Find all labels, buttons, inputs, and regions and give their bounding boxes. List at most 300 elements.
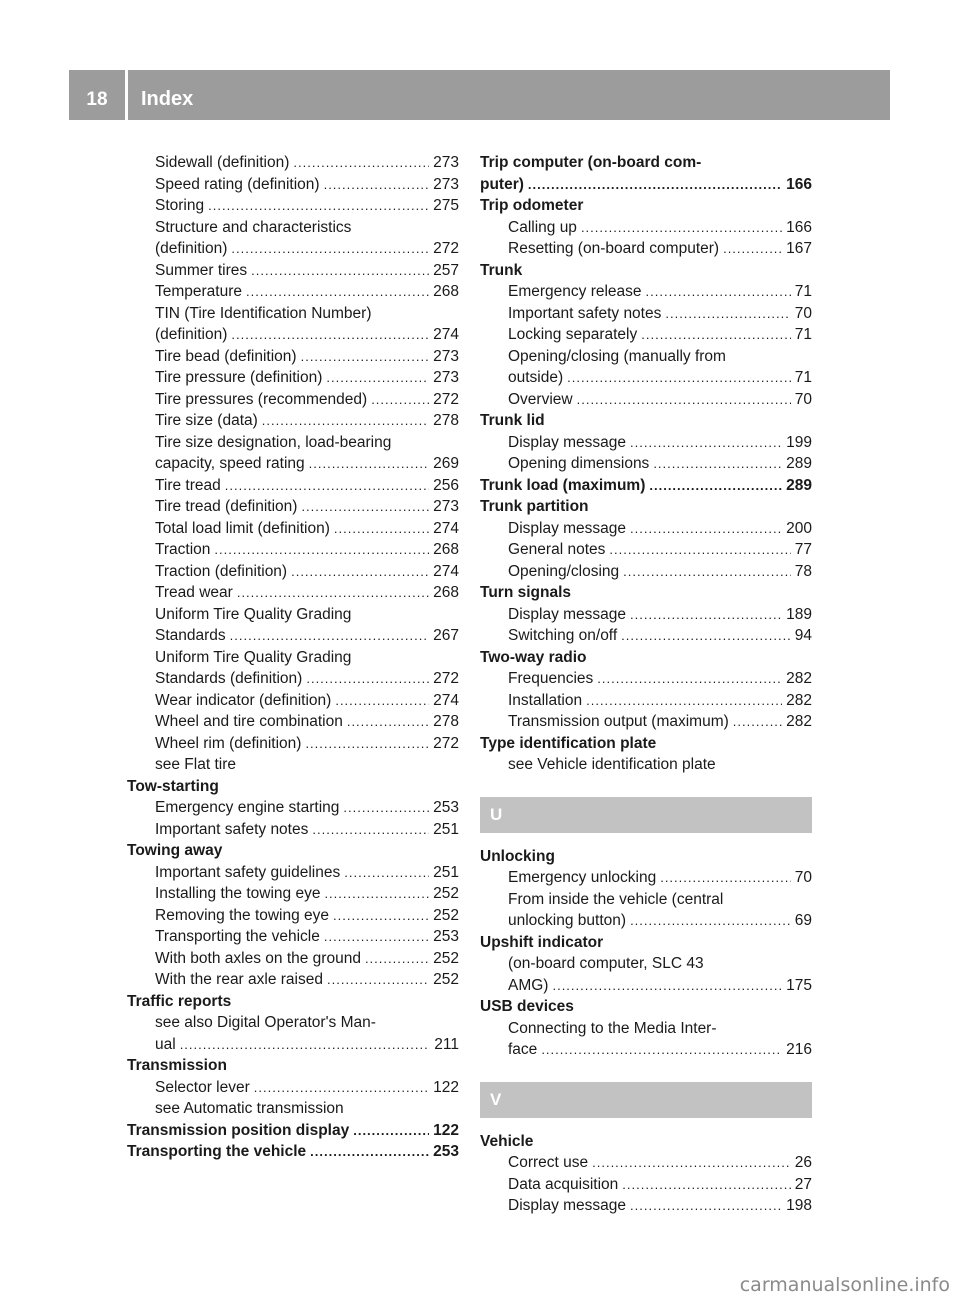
leader-dots xyxy=(649,475,782,497)
entry-text: Installing the towing eye xyxy=(155,885,321,902)
index-subentry[interactable] xyxy=(480,1174,812,1196)
leader-dots xyxy=(665,303,790,325)
leader-dots xyxy=(326,367,429,389)
entry-text: Trunk load (maximum) xyxy=(480,476,646,494)
page-reference: 251 xyxy=(433,820,459,838)
index-subentry[interactable] xyxy=(127,690,459,712)
index-heading xyxy=(480,152,812,174)
entry-text: Opening dimensions xyxy=(508,455,650,472)
leader-dots xyxy=(334,518,429,540)
index-subentry[interactable] xyxy=(480,303,812,325)
index-subentry[interactable] xyxy=(127,518,459,540)
page-reference: 175 xyxy=(786,976,812,994)
page-reference: 70 xyxy=(794,304,812,322)
index-subentry xyxy=(480,889,812,911)
leader-dots xyxy=(324,926,429,948)
leader-dots xyxy=(327,969,429,991)
leader-dots xyxy=(581,217,782,239)
entry-text: Trunk lid xyxy=(480,412,545,429)
leader-dots xyxy=(622,1174,790,1196)
leader-dots xyxy=(621,625,791,647)
index-subentry[interactable] xyxy=(480,281,812,303)
leader-dots xyxy=(541,1039,782,1061)
entry-text: Uniform Tire Quality Grading xyxy=(155,605,352,623)
entry-text: Important safety notes xyxy=(155,820,309,838)
entry-text: Emergency release xyxy=(508,283,642,300)
page-reference: 274 xyxy=(433,519,459,537)
entry-text: Tread wear xyxy=(155,584,233,601)
entry-text: Selector lever xyxy=(155,1078,250,1096)
index-heading xyxy=(480,260,812,282)
entry-text: USB devices xyxy=(480,998,574,1015)
index-heading[interactable] xyxy=(480,174,812,196)
page-reference: 289 xyxy=(786,455,812,472)
index-subentry[interactable] xyxy=(480,1152,812,1174)
index-subentry xyxy=(127,754,459,776)
index-subentry[interactable] xyxy=(480,561,812,583)
index-subentry[interactable] xyxy=(127,797,459,819)
entry-text: Display message xyxy=(508,433,627,451)
index-subentry[interactable] xyxy=(127,1077,459,1099)
index-subentry[interactable] xyxy=(127,1034,459,1056)
index-heading xyxy=(480,846,812,868)
page-reference: 198 xyxy=(786,1197,812,1214)
index-heading xyxy=(127,1055,459,1077)
page-reference: 273 xyxy=(433,498,459,515)
index-subentry[interactable] xyxy=(480,518,812,540)
leader-dots xyxy=(623,561,791,583)
index-heading xyxy=(480,996,812,1018)
page-reference: 253 xyxy=(433,799,459,816)
leader-dots xyxy=(214,539,429,561)
entry-text: Trunk partition xyxy=(480,498,589,515)
page-reference: 252 xyxy=(433,885,459,902)
index-subentry[interactable] xyxy=(127,926,459,948)
leader-dots xyxy=(293,152,429,174)
leader-dots xyxy=(254,1077,429,1099)
index-subentry[interactable] xyxy=(127,174,459,196)
entry-text: Switching on/off xyxy=(508,627,618,644)
page-reference: 273 xyxy=(433,154,459,171)
leader-dots xyxy=(723,238,782,260)
index-subentry xyxy=(480,1018,812,1040)
page-reference: 272 xyxy=(433,240,459,257)
index-subentry[interactable] xyxy=(480,539,812,561)
entry-text: Traction (definition) xyxy=(155,562,288,580)
page-reference: 216 xyxy=(786,1041,812,1058)
entry-text: Traction xyxy=(155,541,211,558)
entry-text: Transmission xyxy=(127,1057,227,1074)
entry-text: Standards (definition) xyxy=(155,670,303,687)
entry-text: Storing xyxy=(155,197,205,214)
leader-dots xyxy=(653,453,782,475)
header-divider xyxy=(125,70,128,120)
leader-dots xyxy=(246,281,429,303)
entry-text: capacity, speed rating xyxy=(155,455,305,472)
leader-dots xyxy=(592,1152,791,1174)
index-subentry[interactable] xyxy=(480,910,812,932)
page-reference: 272 xyxy=(433,390,459,408)
entry-text: ual xyxy=(155,1035,176,1053)
page-reference: 94 xyxy=(794,627,812,644)
leader-dots xyxy=(609,539,790,561)
index-subentry[interactable] xyxy=(127,905,459,927)
page-reference: 71 xyxy=(794,369,812,386)
page-reference: 70 xyxy=(794,390,812,408)
leader-dots xyxy=(630,604,782,626)
leader-dots xyxy=(231,238,429,260)
index-subentry[interactable] xyxy=(480,1039,812,1061)
entry-text: Trip odometer xyxy=(480,197,584,214)
index-subentry[interactable] xyxy=(127,496,459,518)
page-reference: 273 xyxy=(433,347,459,365)
index-heading xyxy=(480,195,812,217)
entry-text: unlocking button) xyxy=(508,912,627,929)
page-reference: 251 xyxy=(433,863,459,881)
leader-dots xyxy=(347,711,429,733)
leader-dots xyxy=(528,174,782,196)
entry-text: Emergency engine starting xyxy=(155,799,340,816)
page-reference: 274 xyxy=(433,326,459,343)
entry-text: Display message xyxy=(508,1197,627,1214)
entry-text: Trunk xyxy=(480,261,523,279)
entry-text: Tire tread (definition) xyxy=(155,498,298,515)
index-heading xyxy=(127,776,459,798)
entry-text: Resetting (on-board computer) xyxy=(508,240,720,257)
index-subentry[interactable] xyxy=(127,819,459,841)
leader-dots xyxy=(312,819,429,841)
entry-text: Total load limit (definition) xyxy=(155,519,330,537)
index-subentry xyxy=(127,217,459,239)
index-subentry[interactable] xyxy=(127,733,459,755)
index-subentry[interactable] xyxy=(480,389,812,411)
leader-dots xyxy=(237,582,429,604)
entry-text: Two-way radio xyxy=(480,648,587,666)
leader-dots xyxy=(353,1120,429,1142)
page-number: 18 xyxy=(86,89,108,110)
watermark: carmanualsonline.info xyxy=(739,1274,950,1296)
page-reference: 273 xyxy=(433,369,459,386)
entry-text: Correct use xyxy=(508,1154,589,1171)
page-reference: 211 xyxy=(434,1035,459,1053)
index-subentry[interactable] xyxy=(127,260,459,282)
letter-section-header: V xyxy=(480,1082,812,1118)
index-subentry[interactable] xyxy=(480,711,812,733)
leader-dots xyxy=(630,1195,782,1217)
index-subentry[interactable] xyxy=(480,453,812,475)
entry-text: Frequencies xyxy=(508,670,594,687)
entry-text: face xyxy=(508,1041,538,1058)
page-reference: 267 xyxy=(433,627,459,644)
entry-text: With the rear axle raised xyxy=(155,971,323,988)
leader-dots xyxy=(733,711,782,733)
index-subentry[interactable] xyxy=(127,410,459,432)
index-heading xyxy=(127,840,459,862)
page-reference: 278 xyxy=(433,412,459,429)
index-heading xyxy=(480,582,812,604)
leader-dots xyxy=(291,561,429,583)
entry-text: Tow-starting xyxy=(127,777,219,795)
index-subentry xyxy=(127,1012,459,1034)
index-subentry[interactable] xyxy=(480,690,812,712)
index-subentry[interactable] xyxy=(127,883,459,905)
index-subentry[interactable] xyxy=(480,367,812,389)
leader-dots xyxy=(251,260,429,282)
page-reference: 27 xyxy=(794,1175,812,1193)
index-subentry xyxy=(127,1098,459,1120)
entry-text: Tire size (data) xyxy=(155,412,258,429)
leader-dots xyxy=(586,690,782,712)
entry-text: see also Digital Operator's Man- xyxy=(155,1014,376,1031)
index-subentry xyxy=(127,647,459,669)
entry-text: Calling up xyxy=(508,218,577,236)
entry-text: Display message xyxy=(508,519,627,537)
page-reference: 274 xyxy=(433,691,459,709)
index-subentry[interactable] xyxy=(480,867,812,889)
page-reference: 166 xyxy=(786,218,812,236)
entry-text: Trip computer (on-board com- xyxy=(480,154,702,171)
entry-text: Data acquisition xyxy=(508,1175,619,1193)
leader-dots xyxy=(225,475,429,497)
index-subentry xyxy=(127,303,459,325)
entry-text: see Flat tire xyxy=(155,756,236,773)
entry-text: General notes xyxy=(508,541,606,558)
page-reference: 69 xyxy=(794,912,812,929)
leader-dots xyxy=(630,432,782,454)
leader-dots xyxy=(301,346,430,368)
leader-dots xyxy=(324,883,429,905)
leader-dots xyxy=(552,975,782,997)
index-heading[interactable] xyxy=(480,475,812,497)
leader-dots xyxy=(335,690,429,712)
index-subentry[interactable] xyxy=(480,217,812,239)
index-heading xyxy=(480,733,812,755)
index-subentry xyxy=(480,754,812,776)
entry-text: Tire pressure (definition) xyxy=(155,369,323,386)
leader-dots xyxy=(208,195,429,217)
entry-text: Display message xyxy=(508,605,627,623)
index-subentry[interactable] xyxy=(127,582,459,604)
index-subentry[interactable] xyxy=(480,975,812,997)
page-reference: 167 xyxy=(786,240,812,257)
page-reference: 282 xyxy=(786,670,812,687)
index-subentry[interactable] xyxy=(127,281,459,303)
leader-dots xyxy=(343,797,429,819)
page-reference: 78 xyxy=(794,562,812,580)
letter-section-header: U xyxy=(480,797,812,833)
entry-text: Wheel rim (definition) xyxy=(155,734,302,752)
entry-text: Vehicle xyxy=(480,1132,534,1150)
entry-text: Opening/closing (manually from xyxy=(508,347,726,365)
index-subentry[interactable] xyxy=(127,475,459,497)
index-subentry[interactable] xyxy=(480,432,812,454)
index-subentry[interactable] xyxy=(480,238,812,260)
section-title: Index xyxy=(141,88,194,110)
index-subentry[interactable] xyxy=(127,948,459,970)
entry-text: Wear indicator (definition) xyxy=(155,691,332,709)
index-heading xyxy=(480,647,812,669)
index-subentry xyxy=(127,604,459,626)
entry-text: Tire size designation, load-bearing xyxy=(155,433,392,451)
entry-text: Unlocking xyxy=(480,847,555,865)
entry-text: Speed rating (definition) xyxy=(155,175,320,193)
entry-text: Tire pressures (recommended) xyxy=(155,390,368,408)
page-reference: 268 xyxy=(433,283,459,300)
entry-text: Opening/closing xyxy=(508,562,620,580)
page-reference: 272 xyxy=(433,734,459,752)
leader-dots xyxy=(646,281,791,303)
index-subentry[interactable] xyxy=(127,539,459,561)
index-subentry[interactable] xyxy=(480,1195,812,1217)
page-reference: 268 xyxy=(433,541,459,558)
index-subentry[interactable] xyxy=(480,324,812,346)
page-reference: 278 xyxy=(433,713,459,730)
page-reference: 199 xyxy=(786,433,812,451)
page-reference: 289 xyxy=(786,476,812,494)
page-header xyxy=(69,70,890,120)
leader-dots xyxy=(310,1141,429,1163)
entry-text: see Vehicle identification plate xyxy=(508,756,716,773)
leader-dots xyxy=(180,1034,431,1056)
page-reference: 71 xyxy=(794,283,812,300)
index-subentry[interactable] xyxy=(480,668,812,690)
index-subentry[interactable] xyxy=(127,367,459,389)
leader-dots xyxy=(630,910,791,932)
entry-text: Transporting the vehicle xyxy=(155,928,320,945)
leader-dots xyxy=(630,518,782,540)
index-subentry xyxy=(480,953,812,975)
page-reference: 77 xyxy=(794,541,812,558)
index-subentry[interactable] xyxy=(480,604,812,626)
entry-text: Wheel and tire combination xyxy=(155,713,343,730)
entry-text: outside) xyxy=(508,369,564,386)
page-reference: 122 xyxy=(433,1078,459,1096)
leader-dots xyxy=(577,389,791,411)
entry-text: (on-board computer, SLC 43 xyxy=(508,955,704,972)
leader-dots xyxy=(230,625,429,647)
leader-dots xyxy=(333,905,429,927)
entry-text: Turn signals xyxy=(480,584,572,601)
leader-dots xyxy=(324,174,430,196)
entry-text: Summer tires xyxy=(155,261,248,279)
entry-text: see Automatic transmission xyxy=(155,1100,344,1117)
leader-dots xyxy=(660,867,791,889)
entry-text: Upshift indicator xyxy=(480,933,604,951)
index-heading[interactable] xyxy=(127,1141,459,1163)
index-heading xyxy=(127,991,459,1013)
index-subentry[interactable] xyxy=(127,668,459,690)
leader-dots xyxy=(301,496,429,518)
index-subentry[interactable] xyxy=(127,195,459,217)
entry-text: Removing the towing eye xyxy=(155,906,330,924)
entry-text: Important safety guidelines xyxy=(155,863,341,881)
index-subentry[interactable] xyxy=(480,625,812,647)
entry-text: puter) xyxy=(480,175,524,193)
index-heading xyxy=(480,496,812,518)
entry-text: With both axles on the ground xyxy=(155,949,361,967)
entry-text: Sidewall (definition) xyxy=(155,154,290,171)
entry-text: Type identification plate xyxy=(480,734,657,752)
index-subentry[interactable] xyxy=(127,711,459,733)
page-reference: 282 xyxy=(786,713,812,730)
entry-text: AMG) xyxy=(508,976,549,994)
entry-text: Uniform Tire Quality Grading xyxy=(155,648,352,666)
leader-dots xyxy=(262,410,429,432)
page-reference: 273 xyxy=(433,175,459,193)
page-reference: 275 xyxy=(433,197,459,214)
leader-dots xyxy=(641,324,791,346)
page-reference: 256 xyxy=(433,476,459,494)
page-reference: 252 xyxy=(433,949,459,967)
page-reference: 252 xyxy=(433,971,459,988)
entry-text: From inside the vehicle (central xyxy=(508,890,724,908)
index-subentry[interactable] xyxy=(127,346,459,368)
index-subentry[interactable] xyxy=(127,389,459,411)
entry-text: Tire tread xyxy=(155,476,221,494)
entry-text: Tire bead (definition) xyxy=(155,347,297,365)
entry-text: Standards xyxy=(155,627,226,644)
entry-text: Transmission output (maximum) xyxy=(508,713,729,730)
index-subentry[interactable] xyxy=(127,561,459,583)
index-subentry[interactable] xyxy=(127,324,459,346)
entry-text: Emergency unlocking xyxy=(508,869,657,886)
index-subentry[interactable] xyxy=(127,152,459,174)
page-reference: 71 xyxy=(794,326,812,343)
leader-dots xyxy=(306,668,429,690)
index-subentry xyxy=(480,346,812,368)
entry-text: Installation xyxy=(508,691,583,709)
leader-dots xyxy=(371,389,429,411)
page-reference: 269 xyxy=(433,455,459,472)
entry-text: Traffic reports xyxy=(127,992,232,1010)
page-reference: 253 xyxy=(433,1143,459,1160)
entry-text: Temperature xyxy=(155,283,243,300)
index-subentry[interactable] xyxy=(127,625,459,647)
leader-dots xyxy=(309,453,429,475)
leader-dots xyxy=(567,367,791,389)
index-subentry[interactable] xyxy=(127,862,459,884)
index-heading xyxy=(480,932,812,954)
index-column-left xyxy=(127,152,459,1163)
page-reference: 26 xyxy=(794,1154,812,1171)
entry-text: Towing away xyxy=(127,842,223,859)
leader-dots xyxy=(344,862,429,884)
leader-dots xyxy=(597,668,782,690)
index-column-right xyxy=(480,152,812,1217)
entry-text: TIN (Tire Identification Number) xyxy=(155,304,372,322)
page-reference: 272 xyxy=(433,670,459,687)
index-heading[interactable] xyxy=(127,1120,459,1142)
page-reference: 282 xyxy=(786,691,812,709)
entry-text: Structure and characteristics xyxy=(155,218,352,236)
entry-text: Overview xyxy=(508,390,573,408)
page-reference: 257 xyxy=(433,261,459,279)
page-reference: 252 xyxy=(433,906,459,924)
index-subentry[interactable] xyxy=(127,969,459,991)
index-subentry[interactable] xyxy=(127,238,459,260)
leader-dots xyxy=(231,324,429,346)
page-reference: 253 xyxy=(433,928,459,945)
page-reference: 70 xyxy=(794,869,812,886)
entry-text: (definition) xyxy=(155,326,228,343)
index-subentry[interactable] xyxy=(127,453,459,475)
leader-dots xyxy=(365,948,429,970)
page-reference: 200 xyxy=(786,519,812,537)
entry-text: Connecting to the Media Inter- xyxy=(508,1019,717,1037)
index-subentry xyxy=(127,432,459,454)
page-reference: 268 xyxy=(433,584,459,601)
leader-dots xyxy=(305,733,429,755)
